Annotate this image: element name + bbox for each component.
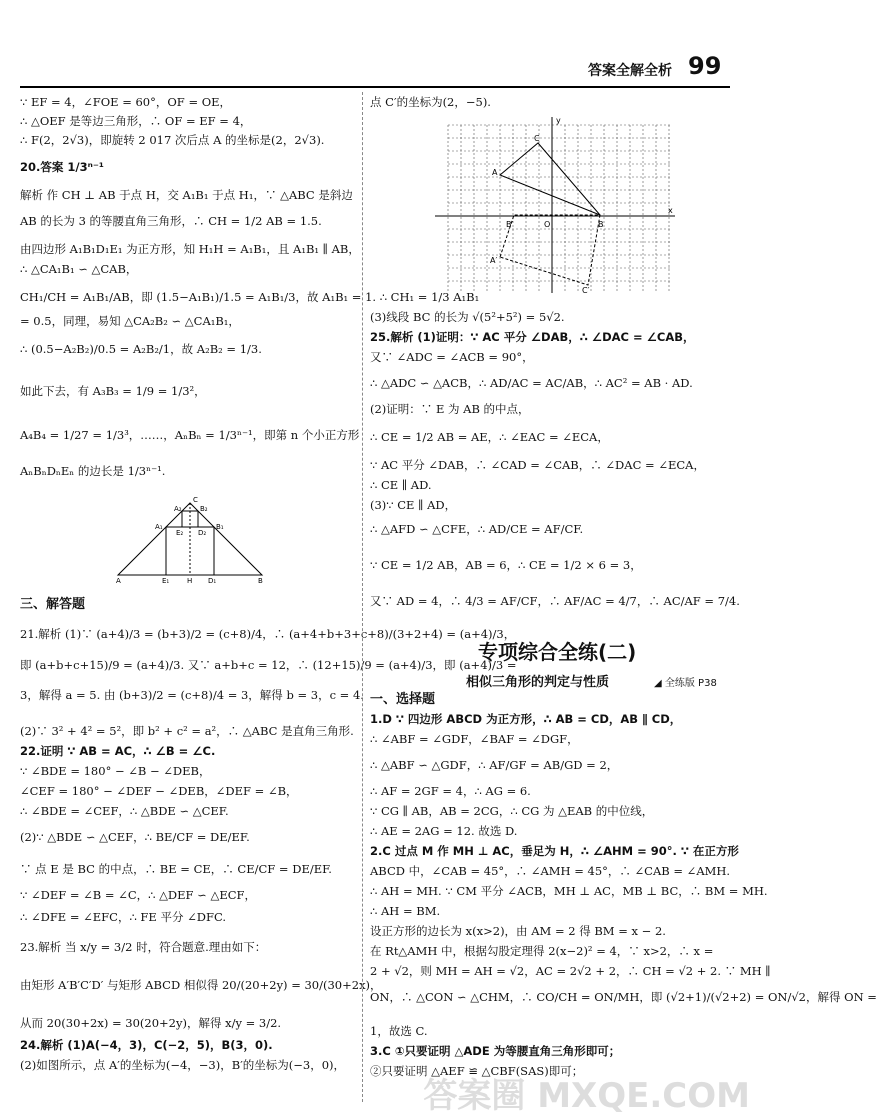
left-line: ∴ F(2，2√3)，即旋转 2 017 次后点 A 的坐标是(2，2√3). <box>20 133 325 147</box>
triangle-abc-grid <box>500 143 600 215</box>
left-line: = 0.5，同理，易知 △CA₂B₂ ∽ △CA₁B₁， <box>20 314 240 328</box>
left-line: ∴ ∠DFE = ∠EFC，∴ FE 平分 ∠DFC. <box>20 910 226 924</box>
left-line: ∵ ∠DEF = ∠B = ∠C，∴ △DEF ∽ △ECF， <box>20 888 256 902</box>
page-header <box>0 0 750 90</box>
column-divider <box>362 92 363 1102</box>
left-line: 由四边形 A₁B₁D₁E₁ 为正方形，知 H₁H = A₁B₁，且 A₁B₁ ∥ AB， <box>20 242 360 256</box>
label-e1-base: E₁ <box>162 577 170 585</box>
left-line: 21.解析 (1)∵ (a+4)/3 = (b+3)/2 = (c+8)/4，∴ (a+4+b+3+c+8)/(3+2+4) = (a+4)/3， <box>20 627 516 641</box>
left-line: (2)∵ △BDE ∽ △CEF，∴ BE/CF = DE/EF. <box>20 830 250 844</box>
label-y: y <box>556 116 561 125</box>
left-line: ∠CEF = 180° − ∠DEF − ∠DEB，∠DEF = ∠B， <box>20 784 298 798</box>
right-line: 2 + √2，则 MH = AH = √2，AC = 2√2 + 2，∴ CH = √2 + 2. ∵ MH ∥ <box>370 964 771 978</box>
label-a-prime: A′ <box>490 256 498 265</box>
left-line: 从而 20(30+2x) = 30(20+2y)，解得 x/y = 3/2. <box>20 1016 282 1030</box>
right-line: ②只要证明 △AEF ≌ △CBF(SAS)即可； <box>370 1064 584 1078</box>
right-line: 点 C′的坐标为(2，−5). <box>370 95 491 109</box>
left-line: ∵ ∠BDE = 180° − ∠B − ∠DEB， <box>20 764 211 778</box>
left-line: (2)如图所示，点 A′的坐标为(−4，−3)，B′的坐标为(−3，0)， <box>20 1058 346 1072</box>
label-c-prime: C′ <box>582 286 590 295</box>
label-h: H <box>187 577 193 585</box>
left-line: 如此下去，有 A₃B₃ = 1/9 = 1/3²， <box>20 384 206 398</box>
left-line: ∴ (0.5−A₂B₂)/0.5 = A₂B₂/1，故 A₂B₂ = 1/3. <box>20 342 262 356</box>
right-line: ON，∴ △CON ∽ △CHM，∴ CO/CH = ON/MH，即 (√2+1)/(√2+2) = ON/√2，解得 ON = <box>370 990 877 1004</box>
right-line: ∴ ∠ABF = ∠GDF，∠BAF = ∠DGF， <box>370 732 579 746</box>
right-line: ∴ AE = 2AG = 12. 故选 D. <box>370 824 518 838</box>
label-x: x <box>668 206 673 215</box>
page-number: 99 <box>688 52 722 80</box>
label-a1: A₁ <box>155 523 163 531</box>
right-line: ∴ CE ∥ AD. <box>370 478 432 492</box>
left-line: ∴ △OEF 是等边三角形，∴ OF = EF = 4， <box>20 114 252 128</box>
left-line: AₙBₙDₙEₙ 的边长是 1/3ⁿ⁻¹. <box>20 464 166 478</box>
right-line: ABCD 中，∠CAB = 45°，∴ ∠AMH = 45°，∴ ∠CAB = ∠AMH. <box>370 864 731 878</box>
special-section-title: 专项综合全练(二) <box>478 640 637 664</box>
coordinate-grid-figure <box>430 115 680 295</box>
label-c: C <box>193 496 198 504</box>
label-b-grid: B <box>598 220 604 229</box>
left-line: ∵ EF = 4，∠FOE = 60°，OF = OE， <box>20 95 232 109</box>
header-rule <box>20 86 730 88</box>
label-d1-base: D₁ <box>208 577 217 585</box>
left-line: ∵ 点 E 是 BC 的中点，∴ BE = CE，∴ CE/CF = DE/EF. <box>20 862 332 876</box>
left-line: 20.答案 1/3ⁿ⁻¹ <box>20 160 104 174</box>
watermark: 答案圈 MXQE.COM <box>423 1076 750 1116</box>
nested-squares-figure <box>110 495 270 585</box>
label-b2: B₂ <box>200 505 208 513</box>
right-line: ∴ AH = MH. ∵ CM 平分 ∠ACB，MH ⊥ AC，MB ⊥ BC，∴ BM = MH. <box>370 884 768 898</box>
label-b1: B₁ <box>216 523 224 531</box>
right-line: ∴ CE = 1/2 AB = AE，∴ ∠EAC = ∠ECA， <box>370 430 609 444</box>
left-line: 22.证明 ∵ AB = AC，∴ ∠B = ∠C. <box>20 744 216 758</box>
label-o: O <box>544 220 551 229</box>
right-line: (3)∵ CE ∥ AD， <box>370 498 457 512</box>
right-line: ∴ △AFD ∽ △CFE，∴ AD/CE = AF/CF. <box>370 522 584 536</box>
right-line: ∴ AF = 2GF = 4，∴ AG = 6. <box>370 784 531 798</box>
left-line: 解析 作 CH ⊥ AB 于点 H，交 A₁B₁ 于点 H₁，∵ △ABC 是斜边 <box>20 188 353 202</box>
right-line: 25.解析 (1)证明：∵ AC 平分 ∠DAB，∴ ∠DAC = ∠CAB， <box>370 330 695 344</box>
left-line: 即 (a+b+c+15)/9 = (a+4)/3. 又∵ a+b+c = 12，∴ (12+15)/9 = (a+4)/3，即 (a+4)/3 = <box>20 658 517 672</box>
right-line: 1.D ∵ 四边形 ABCD 为正方形，∴ AB = CD，AB ∥ CD， <box>370 712 682 726</box>
label-b: B <box>258 577 263 585</box>
right-line: ∴ △ABF ∽ △GDF，∴ AF/GF = AB/GD = 2， <box>370 758 619 772</box>
right-line: 1，故选 C. <box>370 1024 428 1038</box>
right-line: 设正方形的边长为 x(x>2)，由 AM = 2 得 BM = x − 2. <box>370 924 666 938</box>
right-line: (2)证明：∵ E 为 AB 的中点， <box>370 402 530 416</box>
right-line: 又∵ ∠ADC = ∠ACB = 90°， <box>370 350 534 364</box>
left-line: 三、解答题 <box>20 597 86 612</box>
right-line: 一、选择题 <box>370 692 436 707</box>
right-line: ∴ △ADC ∽ △ACB，∴ AD/AC = AC/AB，∴ AC² = AB · AD. <box>370 376 693 390</box>
label-b-prime: B′ <box>506 220 514 229</box>
special-section-tag: ◢ 全练版 P38 <box>654 678 717 689</box>
right-line: ∴ AH = BM. <box>370 904 441 918</box>
label-e2: E₂ <box>176 529 184 537</box>
left-line: 由矩形 A′B′C′D′ 与矩形 ABCD 相似得 20/(20+2y) = 30/(30+2x)， <box>20 978 382 992</box>
label-c-grid: C <box>534 134 540 143</box>
label-a2: A₂ <box>174 505 182 513</box>
right-line: 3.C ①只要证明 △ADE 为等腰直角三角形即可； <box>370 1044 621 1058</box>
label-d2: D₂ <box>198 529 207 537</box>
right-line: ∵ CE = 1/2 AB，AB = 6，∴ CE = 1/2 × 6 = 3， <box>370 558 642 572</box>
special-section-subtitle: 相似三角形的判定与性质 <box>466 675 610 690</box>
left-line: CH₁/CH = A₁B₁/AB，即 (1.5−A₁B₁)/1.5 = A₁B₁/3，故 A₁B₁ = 1. ∴ CH₁ = 1/3 A₁B₁ <box>20 290 480 304</box>
right-line: ∵ CG ∥ AB，AB = 2CG，∴ CG 为 △EAB 的中位线， <box>370 804 654 818</box>
header-title: 答案全解全析 <box>588 63 672 79</box>
right-line: ∵ AC 平分 ∠DAB，∴ ∠CAD = ∠CAB，∴ ∠DAC = ∠ECA， <box>370 458 705 472</box>
left-line: ∴ △CA₁B₁ ∽ △CAB， <box>20 262 138 276</box>
right-line: 又∵ AD = 4，∴ 4/3 = AF/CF，∴ AF/AC = 4/7，∴ AC/AF = 7/4. <box>370 594 740 608</box>
right-line: (3)线段 BC 的长为 √(5²+5²) = 5√2. <box>370 310 565 324</box>
left-line: ∴ ∠BDE = ∠CEF，∴ △BDE ∽ △CEF. <box>20 804 229 818</box>
right-line: 2.C 过点 M 作 MH ⊥ AC，垂足为 H，∴ ∠AHM = 90°. ∵ 在正方形 <box>370 844 739 858</box>
left-line: 24.解析 (1)A(−4，3)，C(−2，5)，B(3，0). <box>20 1038 273 1052</box>
label-a: A <box>116 577 121 585</box>
left-line: AB 的长为 3 的等腰直角三角形，∴ CH = 1/2 AB = 1.5. <box>20 214 322 228</box>
left-line: A₄B₄ = 1/27 = 1/3³，……，AₙBₙ = 1/3ⁿ⁻¹，即第 n 个小正方形 <box>20 428 360 442</box>
left-line: 23.解析 当 x/y = 3/2 时，符合题意.理由如下： <box>20 940 267 954</box>
label-a-grid: A <box>492 168 498 177</box>
left-line: (2)∵ 3² + 4² = 5²，即 b² + c² = a²，∴ △ABC 是直角三角形. <box>20 724 354 738</box>
left-line: 3，解得 a = 5. 由 (b+3)/2 = (c+8)/4 = 3，解得 b = 3，c = 4. <box>20 688 364 702</box>
right-line: 在 Rt△AMH 中，根据勾股定理得 2(x−2)² = 4，∵ x>2，∴ x = <box>370 944 714 958</box>
